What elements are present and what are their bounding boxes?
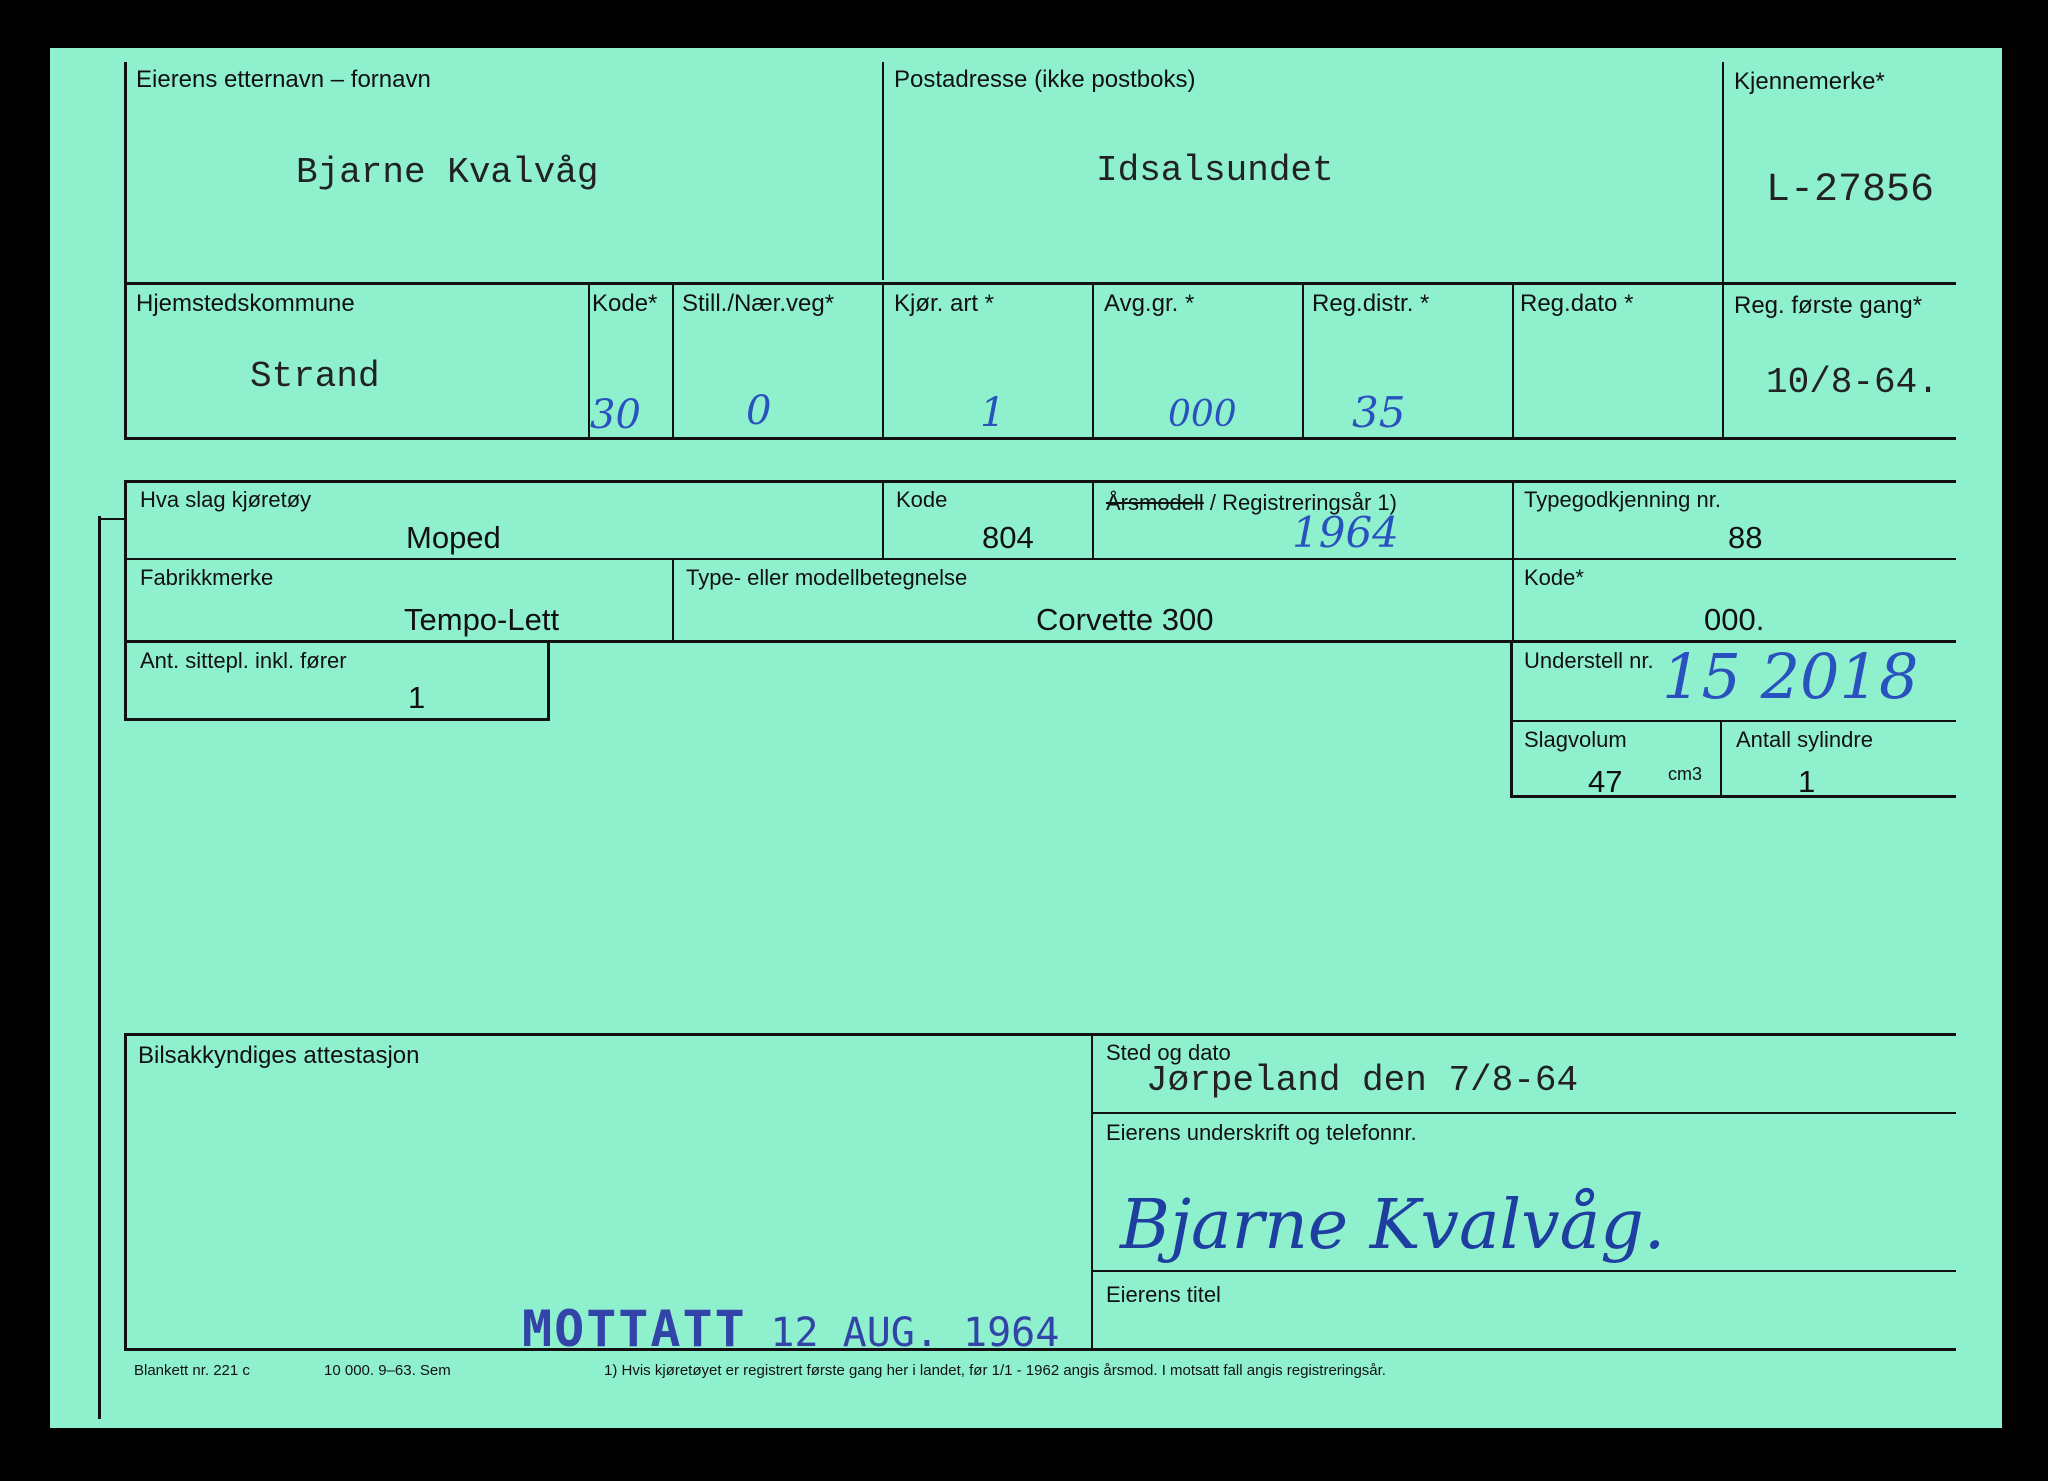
stamp-date: 12 AUG. 1964: [770, 1310, 1060, 1356]
rule: [124, 437, 1956, 440]
rule: [124, 718, 550, 721]
rule: [1512, 720, 1956, 722]
rule: [124, 282, 1956, 285]
still-label: Still./Nær.veg*: [682, 290, 835, 317]
kjor-value: 1: [980, 390, 1006, 436]
still-value: 0: [746, 388, 772, 434]
rule: [1512, 482, 1514, 640]
rule: [1092, 284, 1094, 437]
rule: [124, 480, 1956, 483]
municipality-label: Hjemstedskommune: [136, 290, 355, 317]
address-value: Idsalsundet: [1096, 150, 1334, 191]
regmark-value: L-27856: [1766, 168, 1935, 213]
rule: [882, 62, 884, 280]
owner-name-label: Eierens etternavn – fornavn: [136, 66, 431, 93]
received-stamp: [522, 1300, 1059, 1358]
first-reg-label: Reg. første gang*: [1734, 292, 1923, 319]
volume-value: 47: [1588, 764, 1623, 799]
rule: [124, 1033, 1956, 1036]
place-date-value: Jørpeland den 7/8-64: [1146, 1060, 1579, 1101]
rule: [1093, 1112, 1956, 1114]
rule: [547, 642, 550, 720]
owner-signature: Bjarne Kvalvåg.: [1120, 1186, 1666, 1265]
rule: [1091, 1035, 1093, 1349]
print-info: 10 000. 9–63. Sem: [324, 1362, 451, 1379]
attest-label: Bilsakkyndiges attestasjon: [138, 1042, 420, 1069]
rule: [1512, 284, 1514, 437]
regdistr-label: Reg.distr. *: [1312, 290, 1430, 317]
code2-label: Kode*: [1524, 565, 1584, 590]
avg-value: 000: [1168, 394, 1237, 435]
year-label-rest: / Registreringsår 1): [1203, 490, 1397, 515]
rule: [1093, 1270, 1956, 1272]
cylinders-label: Antall sylindre: [1736, 727, 1873, 752]
rule: [672, 560, 674, 640]
signature-label: Eierens underskrift og telefonnr.: [1106, 1120, 1417, 1145]
rule: [1302, 284, 1304, 437]
rule: [1722, 62, 1724, 438]
make-value: Tempo-Lett: [404, 602, 560, 637]
rule: [98, 516, 101, 1419]
regdato-label: Reg.dato *: [1520, 290, 1634, 317]
rule: [882, 284, 884, 437]
volume-unit: cm3: [1668, 764, 1703, 784]
form-number: Blankett nr. 221 c: [134, 1362, 250, 1379]
regdistr-value: 35: [1352, 388, 1406, 437]
place-date-label: Sted og dato: [1106, 1040, 1231, 1065]
year-label-struck: Årsmodell: [1106, 490, 1204, 515]
vehicle-type-value: Moped: [406, 520, 501, 555]
rule: [1092, 482, 1094, 558]
cylinders-value: 1: [1798, 764, 1816, 799]
rule: [124, 480, 127, 720]
seats-value: 1: [408, 680, 426, 715]
rule: [124, 558, 1956, 560]
kjor-label: Kjør. art *: [894, 290, 995, 317]
model-label: Type- eller modellbetegnelse: [686, 565, 968, 590]
make-label: Fabrikkmerke: [140, 565, 274, 590]
year-value: 1964: [1292, 508, 1399, 557]
approval-label: Typegodkjenning nr.: [1524, 487, 1721, 512]
title-label: Eierens titel: [1106, 1282, 1221, 1307]
vehicle-type-label: Hva slag kjøretøy: [140, 487, 312, 512]
address-label: Postadresse (ikke postboks): [894, 66, 1196, 93]
vehicle-code-label: Kode: [896, 487, 948, 512]
municipality-value: Strand: [250, 356, 380, 397]
stamp-word: MOTTATT: [522, 1300, 747, 1358]
kode-value: 30: [590, 392, 641, 438]
rule: [98, 518, 124, 520]
kode-label: Kode*: [592, 290, 658, 317]
owner-name-value: Bjarne Kvalvåg: [296, 152, 599, 193]
vehicle-code-value: 804: [982, 520, 1034, 555]
rule: [672, 284, 674, 437]
first-reg-value: 10/8-64.: [1766, 362, 1939, 403]
model-value: Corvette 300: [1036, 602, 1214, 637]
footnote: 1) Hvis kjøretøyet er registrert første gang her i landet, før 1/1 - 1962 angis årsmod. I motsatt fall angis registreringsår.: [604, 1362, 1386, 1379]
chassis-label: Understell nr.: [1524, 648, 1654, 673]
rule: [124, 1033, 127, 1351]
seats-label: Ant. sittepl. inkl. fører: [140, 648, 347, 673]
rule: [124, 62, 127, 438]
avg-label: Avg.gr. *: [1104, 290, 1195, 317]
rule: [1510, 795, 1956, 798]
rule: [882, 482, 884, 558]
registration-card: [50, 48, 2002, 1428]
chassis-value: 15 2018: [1662, 640, 1919, 713]
approval-value: 88: [1728, 520, 1763, 555]
rule: [1720, 722, 1722, 796]
regmark-label: Kjennemerke*: [1734, 68, 1885, 95]
code2-value: 000.: [1704, 602, 1765, 637]
volume-label: Slagvolum: [1524, 727, 1627, 752]
